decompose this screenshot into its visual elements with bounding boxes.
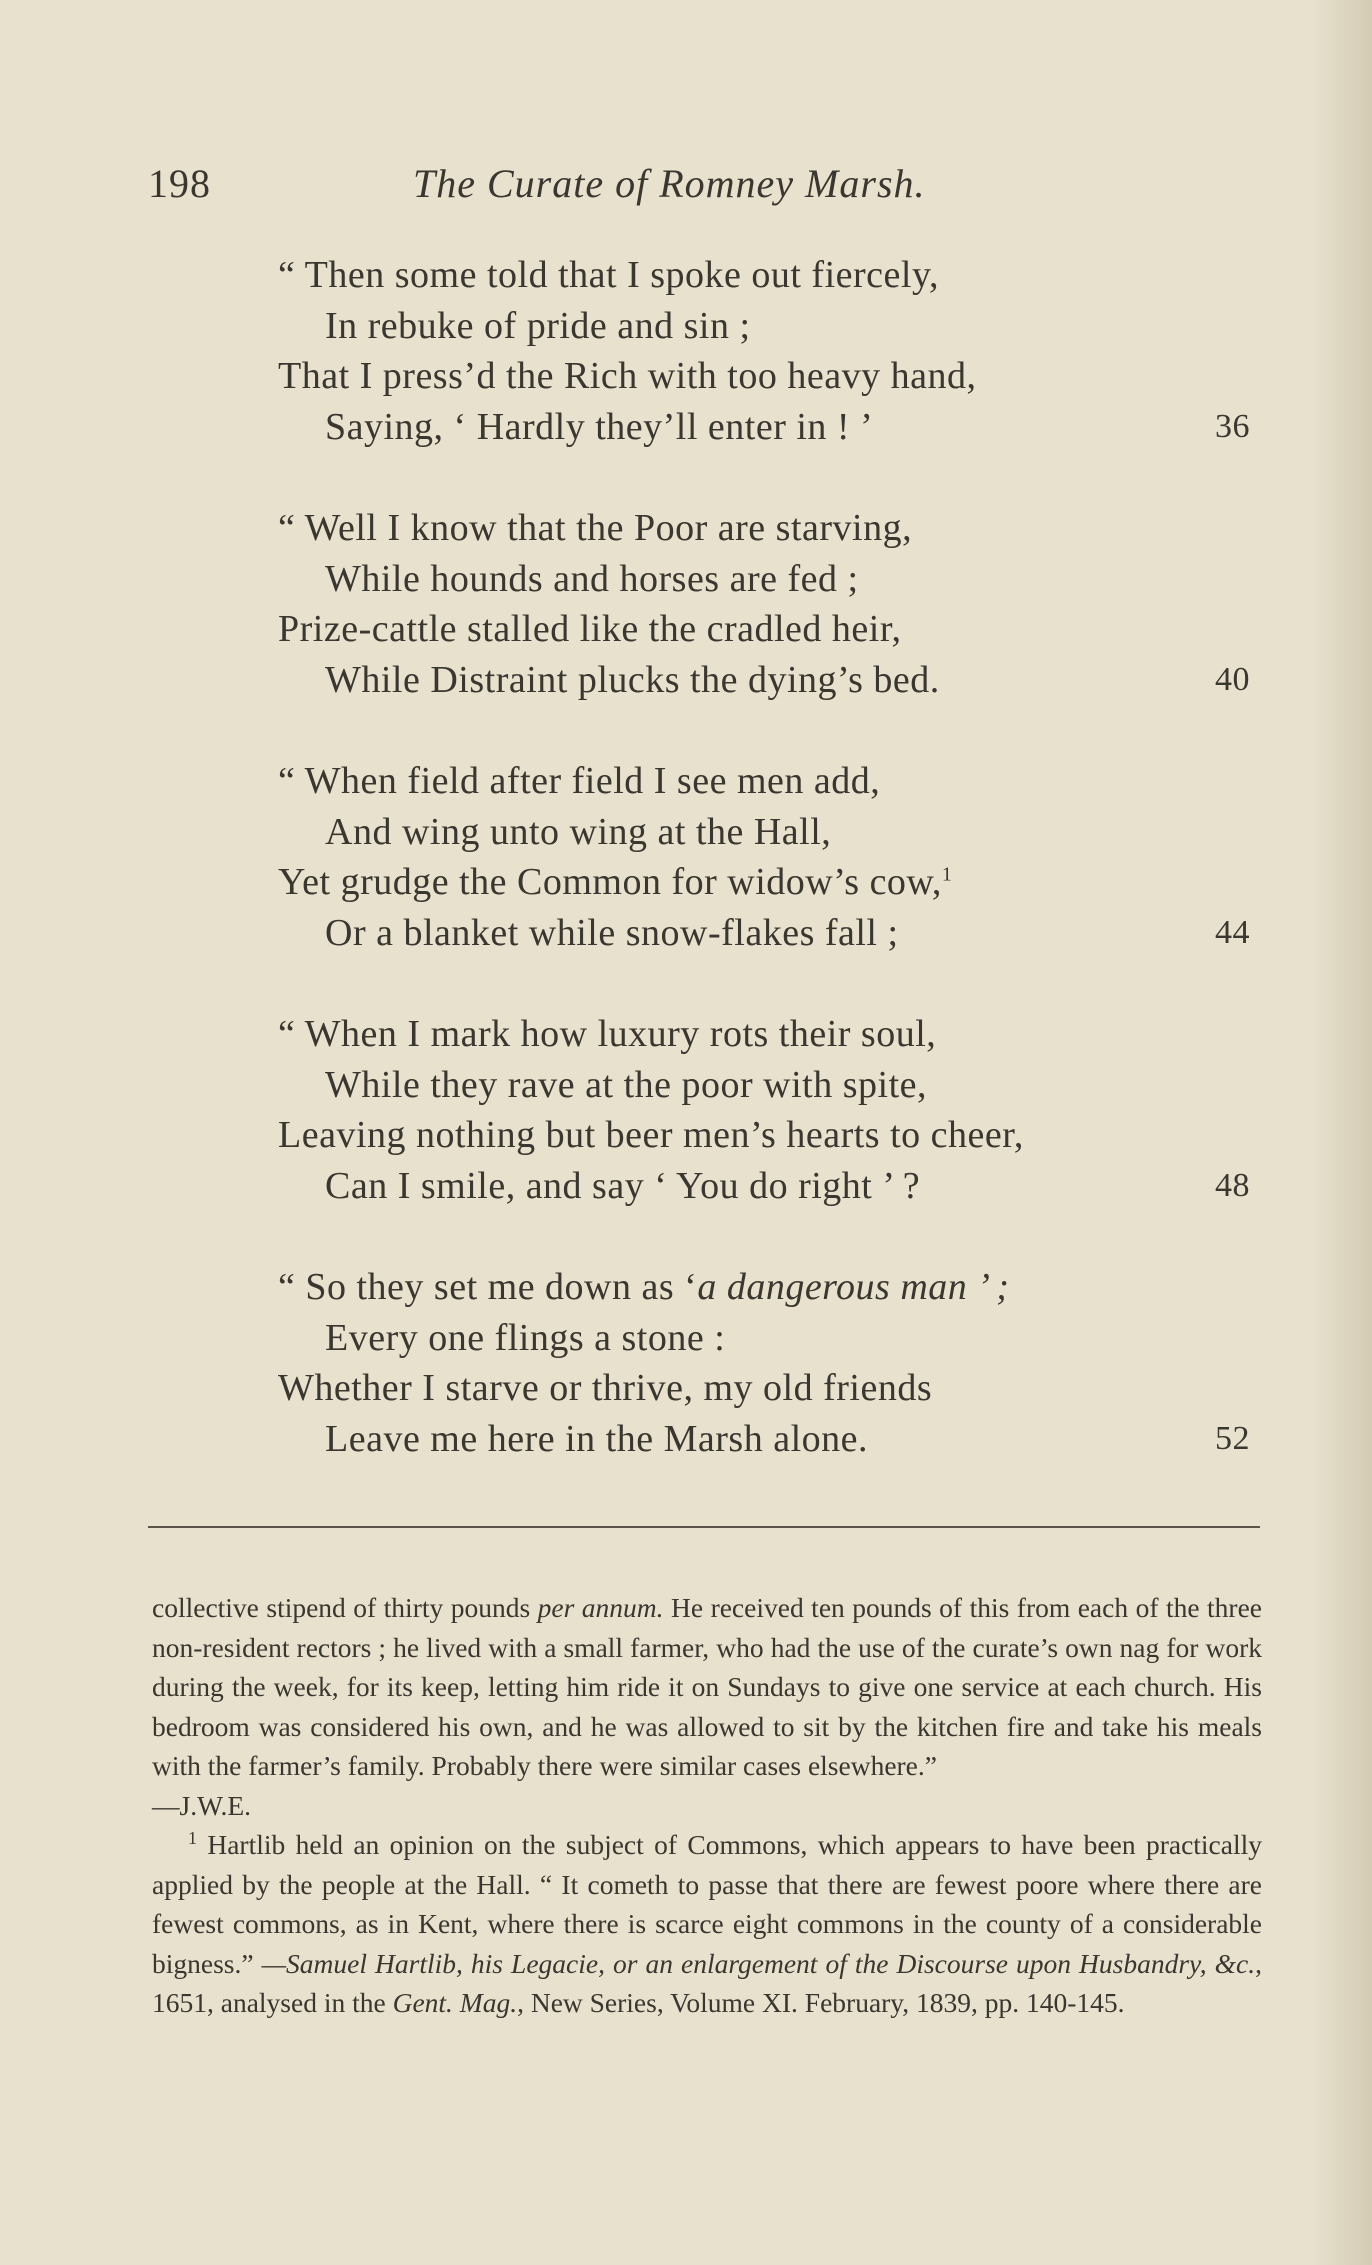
footnote-journal: Gent. Mag.: [392, 1987, 518, 2018]
poem-line: [278, 503, 1278, 554]
poem: [278, 250, 1278, 1515]
line-text: Yet grudge the Common for widow’s cow,: [278, 861, 942, 903]
footnote-italic: per annum.: [537, 1592, 664, 1623]
line-number: 36: [1215, 407, 1250, 445]
poem-line: [278, 857, 1278, 908]
footnote-continued: [152, 1588, 1262, 1786]
line-text: “ So they set me down as ‘: [278, 1266, 698, 1308]
poem-line: [278, 250, 1278, 301]
page-header: [148, 160, 1263, 220]
line-text: Every one flings a stone :: [325, 1316, 726, 1359]
footnote-citation: —Samuel Hartlib, his Legacie, or an enlargement of the Discourse upon Husbandry, &c.: [261, 1947, 1256, 1979]
poem-line: [278, 554, 1278, 605]
line-text: “ When I mark how luxury rots their soul,: [278, 1013, 937, 1055]
poem-line: [278, 351, 1278, 402]
footnote-divider: [148, 1526, 1260, 1528]
line-text-after: ’ ;: [967, 1266, 1010, 1308]
line-text: “ When field after field I see men add,: [278, 760, 881, 802]
footnote-text: He received ten pounds of this from each of the three non-resident rectors ; he lived with a small farmer, who had the use of the curate’s own nag for work during the week, for its keep, letting him ride it on Sundays to give one service at each church. His bedroom was considered his own, and he was allowed to sit by the kitchen fire and take his meals with the farmer’s family. Probably there were similar cases elsewhere.”: [152, 1592, 1262, 1781]
stanza: [278, 756, 1278, 958]
line-text: Or a blanket while snow-flakes fall ;: [325, 911, 899, 954]
stanza: [278, 250, 1278, 452]
poem-line: [278, 1110, 1278, 1161]
running-title: The Curate of Romney Marsh.: [413, 161, 926, 206]
poem-line: [278, 807, 1278, 858]
poem-line: [278, 1313, 1278, 1364]
poem-line: [278, 604, 1278, 655]
line-text: Leave me here in the Marsh alone.: [325, 1417, 868, 1460]
poem-line: [278, 908, 1278, 959]
stanza: [278, 1009, 1278, 1211]
line-text: While they rave at the poor with spite,: [325, 1063, 927, 1106]
page-number: 198: [148, 161, 211, 206]
line-number: 40: [1215, 660, 1250, 698]
footnote-text: , 1651, analysed in the: [152, 1947, 1262, 2018]
line-text: Can I smile, and say ‘ You do right ’ ?: [325, 1164, 921, 1207]
poem-line: [278, 1009, 1278, 1060]
italic-phrase: a dangerous man: [697, 1266, 968, 1308]
poem-line: [278, 756, 1278, 807]
line-text: In rebuke of pride and sin ;: [325, 304, 751, 347]
line-text: And wing unto wing at the Hall,: [325, 810, 832, 853]
line-text: “ Then some told that I spoke out fiercely,: [278, 254, 939, 296]
poem-line: [278, 655, 1278, 706]
footnote-text: Hartlib held an opinion on the subject of Commons, which appears to have been practically applied by the people at the Hall. “ It cometh to passe that there are fewest poore where there are fewest commons, as in Kent, where there is scarce eight commons in the county of a considerable bigness.”: [152, 1829, 1262, 1979]
line-text: Leaving nothing but beer men’s hearts to cheer,: [278, 1114, 1024, 1156]
poem-line: [278, 1414, 1278, 1465]
line-text: That I press’d the Rich with too heavy hand,: [278, 355, 977, 397]
line-text: Whether I starve or thrive, my old friends: [278, 1367, 933, 1409]
poem-line: [278, 1060, 1278, 1111]
footnote-text: collective stipend of thirty pounds: [152, 1592, 538, 1623]
line-number: 48: [1215, 1166, 1250, 1204]
poem-line: [278, 1363, 1278, 1414]
footnote-signature: —J.W.E.: [152, 1789, 252, 1821]
poem-line: [278, 1262, 1278, 1313]
footnotes: [152, 1588, 1262, 2023]
line-text: “ Well I know that the Poor are starving,: [278, 507, 913, 549]
line-text: While hounds and horses are fed ;: [325, 557, 859, 600]
page-edge-shadow: [1312, 0, 1372, 2265]
line-text: Saying, ‘ Hardly they’ll enter in ! ’: [325, 405, 874, 448]
poem-line: [278, 1161, 1278, 1212]
footnote-marker: 1: [188, 1827, 197, 1848]
poem-line: [278, 301, 1278, 352]
footnote-marker: 1: [941, 863, 953, 886]
line-text: Prize-cattle stalled like the cradled heir,: [278, 608, 902, 650]
line-number: 44: [1215, 913, 1250, 951]
poem-line: [278, 402, 1278, 453]
stanza: [278, 503, 1278, 705]
line-number: 52: [1215, 1419, 1250, 1457]
footnote-text: , New Series, Volume XI. February, 1839, pp. 140-145.: [517, 1987, 1125, 2018]
stanza: [278, 1262, 1278, 1464]
line-text: While Distraint plucks the dying’s bed.: [325, 658, 940, 701]
footnote-1: [152, 1825, 1262, 2023]
